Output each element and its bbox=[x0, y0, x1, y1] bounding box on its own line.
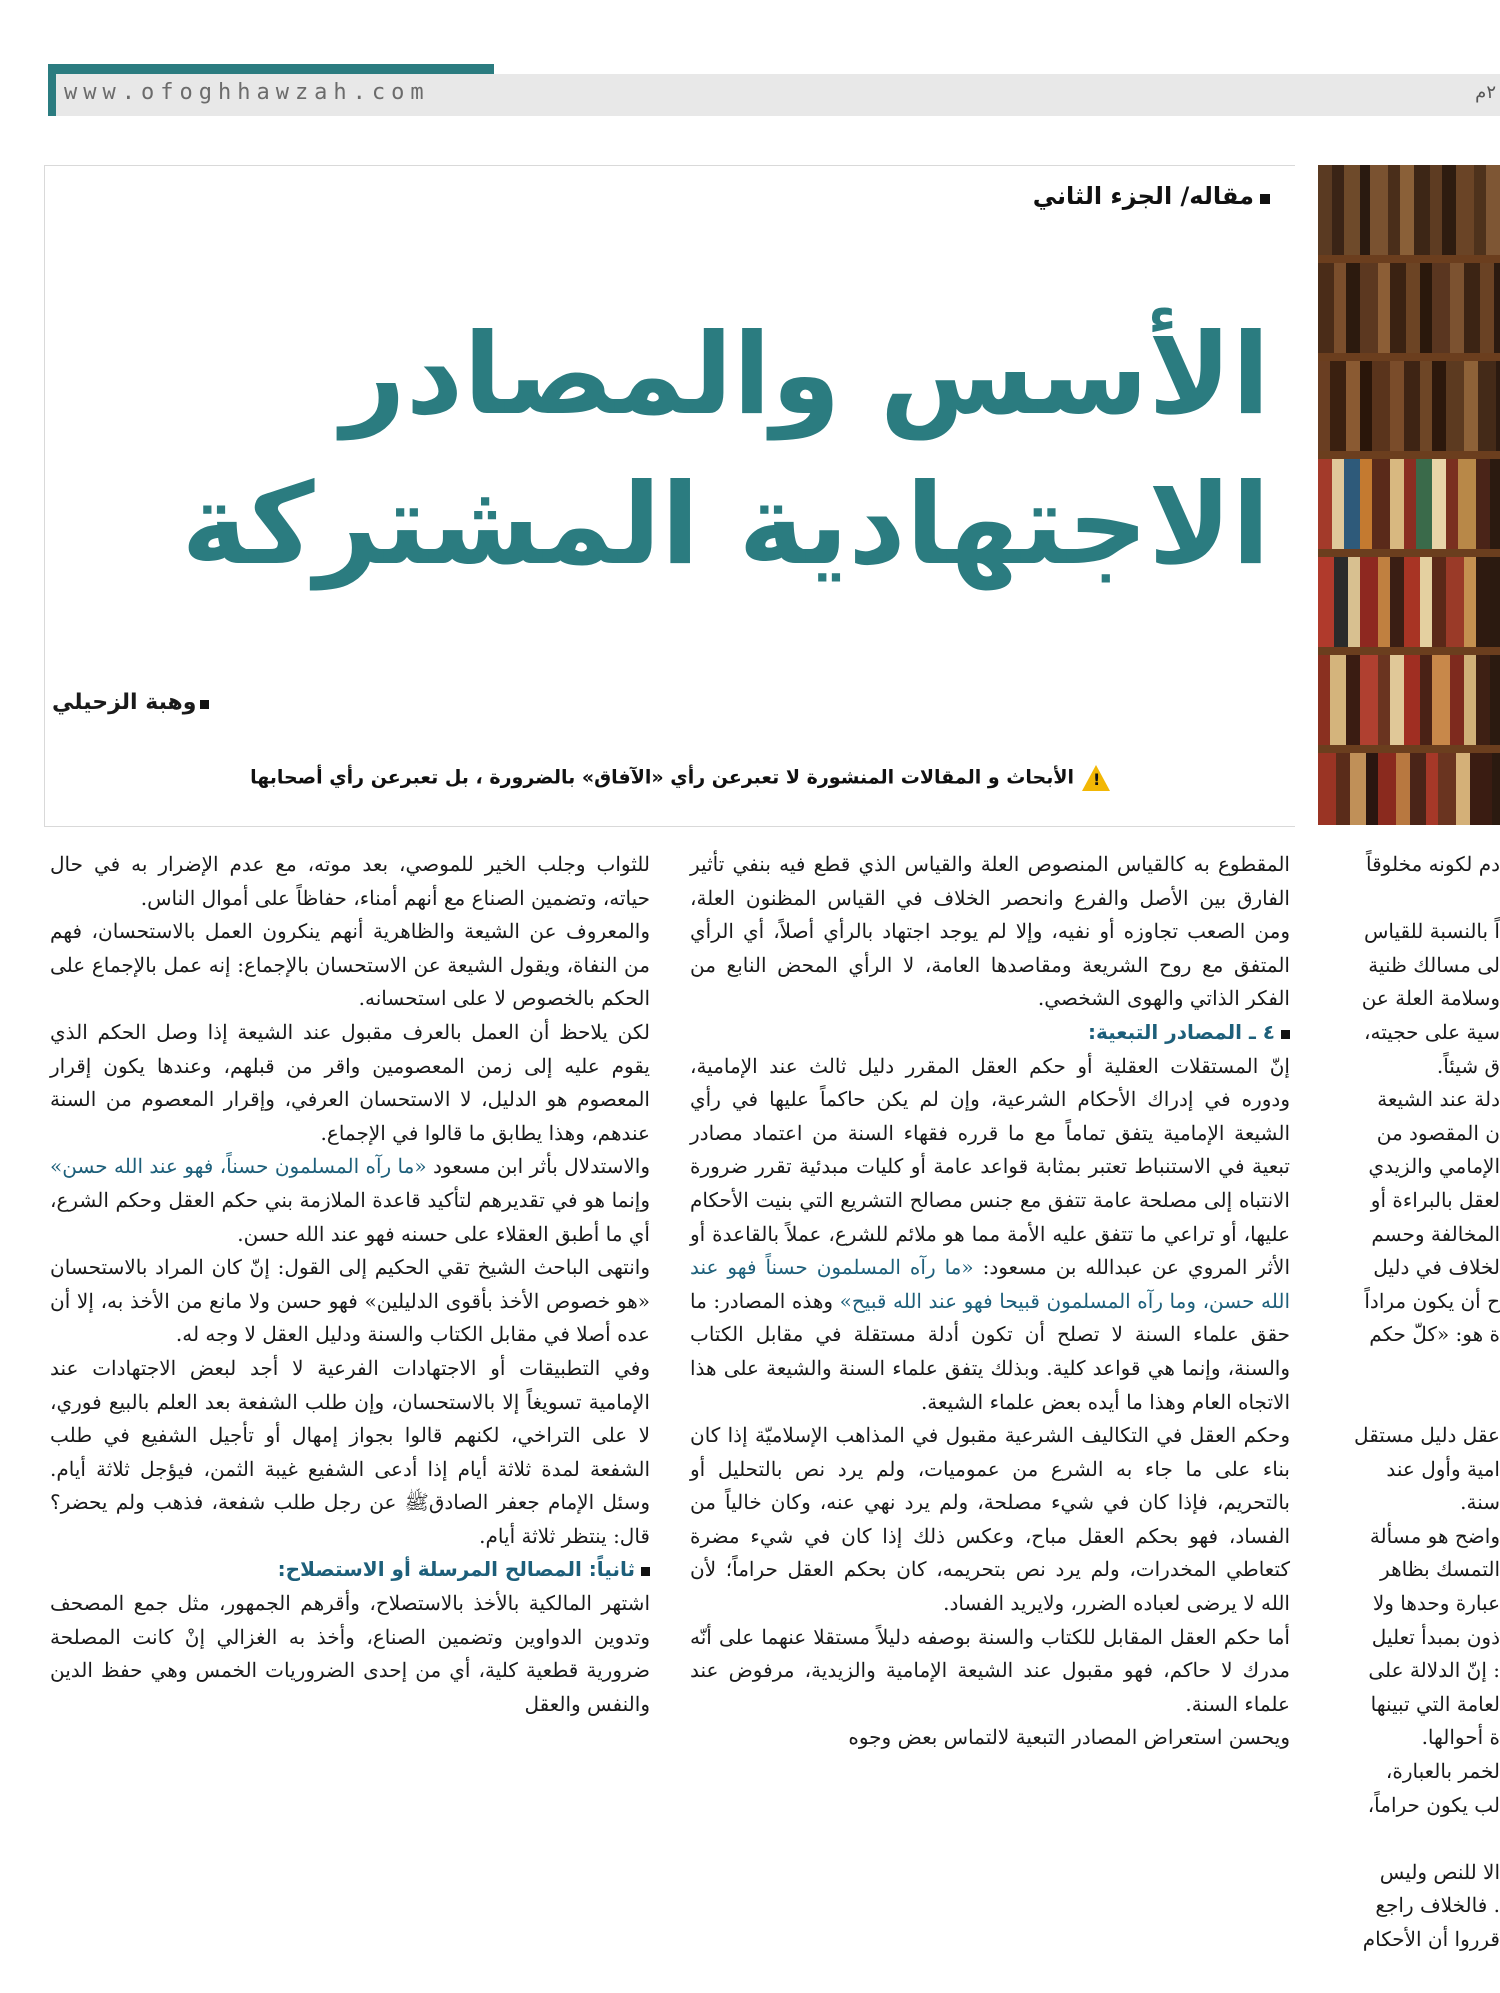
paragraph: وانتهى الباحث الشيخ تقي الحكيم إلى القول: إنّ كان المراد بالاستحسان «هو خصوص الأخذ بأقوى الدليلين» فهو حسن ولا مانع من الأخذ به، إلا أن عده أصلا في مقابل الكتاب والسنة ودليل العقل لا وجه له. bbox=[50, 1255, 650, 1347]
subheading bbox=[50, 1553, 650, 1587]
text-line: لعقل بالبراءة أو bbox=[1370, 1187, 1500, 1212]
paragraph: والمعروف عن الشيعة والظاهرية أنهم ينكرون العمل بالاستحسان، فهم من النفاة، ويقول الشيعة عن الاستحسان بالإجماع: إنه عمل بالإجماع على الحكم بالخصوص لا على استحسانه. bbox=[50, 919, 650, 1011]
bullet-square bbox=[1260, 194, 1270, 204]
headline-line-2: الاجتهادية المشتركة bbox=[181, 460, 1270, 590]
text-line bbox=[1318, 1386, 1500, 1420]
disclaimer-text: الأبحاث و المقالات المنشورة لا تعبرعن رأي «الآفاق» بالضرورة ، بل تعبرعن رأي أصحابها bbox=[250, 766, 1074, 789]
text-line: الا للنص وليس bbox=[1379, 1859, 1500, 1884]
text-line: الإمامي والزيدي bbox=[1368, 1154, 1500, 1179]
book-row bbox=[1318, 165, 1500, 255]
paragraph: وحكم العقل في التكاليف الشرعية مقبول في المذاهب الإسلاميّة إذا كان بناء على ما جاء به الشرع من عموميات، ولم يرد نص بالتحليل أو بالتحريم، فإذا كان في شيء مصلحة، ولم يرد نهي عنه، وكان خالياً من الفساد، فهو بحكم العقل مباح، وعكس ذلك إذا كان في شيء مضرة كتعاطي المخدرات، ولم يرد نص بتحريمه، كان بحكم العقل حراماً؛ لأن الله لا يرضى لعباده الضرر، ولايريد الفساد. bbox=[690, 1423, 1290, 1616]
text-line: لب يكون حراماً، bbox=[1367, 1792, 1500, 1817]
text-line: امية وأول عند bbox=[1386, 1456, 1500, 1481]
text-line: عقل دليل مستقل bbox=[1354, 1423, 1500, 1448]
text-line: اً بالنسبة للقياس bbox=[1363, 919, 1500, 944]
bullet-square bbox=[1281, 1030, 1290, 1039]
text-line: لخمر بالعبارة، bbox=[1385, 1759, 1500, 1784]
text-line: ة أحوالها. bbox=[1421, 1725, 1500, 1750]
section-label-text: مقاله/ الجزء الثاني bbox=[1032, 182, 1254, 210]
page-number: ٢م bbox=[1475, 82, 1496, 103]
shelf bbox=[1318, 255, 1500, 263]
author-name: وهبة الزحيلي bbox=[52, 690, 197, 715]
paragraph: وفي التطبيقات أو الاجتهادات الفرعية لا أجد لبعض الاجتهادات عند الإمامية تسويغاً إلا بالاستحسان، وإن طلب الشفعة بعد العلم بالبيع فوري، لا على التراخي، لكنهم قالوا بجواز إمهال أو تأجيل الشفيع في طلب الشفعة لمدة ثلاثة أيام إذا أدعى الشفيع غيبة الثمن، فيؤجل ثلاثة أيام. وسئل الإمام جعفر الصادقﷺ عن رجل طلب شفعة، فذهب ولم يحضر؟ قال: ينتظر ثلاثة أيام. bbox=[50, 1355, 650, 1548]
headline bbox=[181, 300, 1270, 600]
shelf bbox=[1318, 745, 1500, 753]
paragraph-text: وهذه المصادر: ما حقق علماء السنة لا تصلح أن تكون أدلة مستقلة في مقابل الكتاب والسنة، وإنما هي قواعد كلية. وبذلك يتفق علماء السنة والشيعة على هذا الاتجاه العام وهذا ما أيده بعض علماء الشيعة. bbox=[690, 1288, 1290, 1414]
paragraph: لكن يلاحظ أن العمل بالعرف مقبول عند الشيعة إذا وصل الحكم الذي يقوم عليه إلى زمن المعصومين واقر من قبلهم، وعندها يكون إقرار المعصوم هو الدليل، لا الاستحسان العرفي، وإقرار المعصوم من السنة عندهم، وهذا يطابق ما قالوا في الإجماع. bbox=[50, 1019, 650, 1145]
text-line: ن المقصود من bbox=[1376, 1120, 1500, 1145]
paragraph-text: وإنما هو في تقديرهم لتأكيد قاعدة الملازمة بني حكم العقل وحكم الشرع، أي ما أطبق العقلاء على حسنه فهو عند الله حسن. bbox=[50, 1187, 650, 1246]
column-3 bbox=[50, 848, 650, 1721]
text-line: واضح هو مسألة bbox=[1369, 1523, 1500, 1548]
bullet-square bbox=[200, 700, 209, 709]
subheading-text: ثانياً: المصالح المرسلة أو الاستصلاح: bbox=[277, 1557, 635, 1582]
text-line: دلة عند الشيعة bbox=[1377, 1087, 1500, 1112]
text-line: ذون بمبدأ تعليل bbox=[1371, 1624, 1500, 1649]
text-line: وسلامة العلة عن bbox=[1361, 986, 1500, 1011]
paragraph: ويحسن استعراض المصادر التبعية لالتماس بعض وجوه bbox=[848, 1725, 1290, 1750]
author bbox=[52, 690, 209, 715]
paragraph-text: والاستدلال بأثر ابن مسعود bbox=[432, 1154, 650, 1179]
text-line: . فالخلاف راجع bbox=[1375, 1893, 1500, 1918]
text-line: التمسك بظاهر bbox=[1380, 1557, 1500, 1582]
text-line: المخالفة وحسم bbox=[1371, 1221, 1500, 1246]
paragraph bbox=[690, 1050, 1290, 1420]
text-line: ة هو: «كلّ حكم bbox=[1369, 1322, 1500, 1347]
shelf bbox=[1318, 549, 1500, 557]
text-line: دم لكونه مخلوقاً bbox=[1366, 852, 1500, 876]
text-line bbox=[1318, 882, 1500, 916]
book-row bbox=[1318, 753, 1500, 825]
text-line bbox=[1318, 1822, 1500, 1856]
text-line: لى مسالك ظنية bbox=[1368, 952, 1500, 977]
column-1-cropped bbox=[1318, 848, 1500, 1957]
column-2 bbox=[690, 848, 1290, 1755]
book-row bbox=[1318, 459, 1500, 549]
text-line: لعامة التي تبينها bbox=[1370, 1691, 1500, 1716]
book-row bbox=[1318, 263, 1500, 353]
book-row bbox=[1318, 655, 1500, 745]
paragraph: أما حكم العقل المقابل للكتاب والسنة بوصفه دليلاً مستقلا عنهما على أنّه مدرك لا حاكم، فهو مقبول عند الشيعة الإمامية والزيدية، مرفوض عند علماء السنة. bbox=[690, 1624, 1290, 1716]
warning-icon bbox=[1082, 765, 1110, 791]
paragraph bbox=[50, 1150, 650, 1251]
book-row bbox=[1318, 557, 1500, 647]
text-line: ق شيئاً. bbox=[1436, 1053, 1500, 1078]
bookshelf-photo bbox=[1318, 165, 1500, 825]
text-line: لخلاف في دليل bbox=[1373, 1255, 1500, 1280]
text-line: قرروا أن الأحكام bbox=[1362, 1927, 1500, 1951]
text-line: : إنّ الدلالة على bbox=[1368, 1658, 1500, 1683]
quote: «ما رآه المسلمون حسناً فهو عند الله حسن، وما رآه المسلمون قبيحا فهو عند الله قبيح» bbox=[690, 1255, 1291, 1313]
paragraph: المقطوع به كالقياس المنصوص العلة والقياس الذي قطع فيه بنفي تأثير الفارق بين الأصل والفرع وانحصر الخلاف في القياس المظنون العلة، ومن الصعب تجاوزه أو نفيه، وإلا لم يوجد اجتهاد بالرأي أصلاً، أي الرأي المتفق مع روح الشريعة ومقاصدها العامة، لا الرأي المحض النابع من الفكر الذاتي والهوى الشخصي. bbox=[690, 852, 1290, 1011]
quote: «ما رآه المسلمون حسناً، فهو عند الله حسن» bbox=[50, 1154, 427, 1179]
text-line: ح أن يكون مراداً bbox=[1364, 1288, 1500, 1313]
disclaimer bbox=[250, 765, 1110, 791]
paragraph-text: إنّ المستقلات العقلية أو حكم العقل المقرر دليل ثالث عند الإمامية، ودوره في إدراك الأحكام الشرعية، وإن لم يكن حاكماً عليها في رأي الشيعة الإمامية يتفق تماماً مع ما قرره فقهاء السنة من اعتماد مصادر تبعية في الاستنباط تعتبر بمثابة قواعد عامة أو كليات مبدئية تقرر ضرورة الانتباه إلى مصلحة عامة تتفق مع جنس مصالح التشريع التي بنيت الأحكام عليها، أو تراعي ما تتفق عليه الأمة مما هو ملائم للشرع، عملاً بالقاعدة أو الأثر المروي عن عبدالله بن مسعود: bbox=[690, 1053, 1290, 1280]
paragraph: للثواب وجلب الخير للموصي، بعد موته، مع عدم الإضرار به في حال حياته، وتضمين الصناع مع أنهم أمناء، حفاظاً على أموال الناس. bbox=[50, 852, 650, 910]
headline-line-1: الأسس والمصادر bbox=[341, 310, 1270, 440]
text-line bbox=[1318, 1352, 1500, 1386]
bullet-square bbox=[641, 1567, 650, 1576]
text-line: سنة. bbox=[1460, 1490, 1500, 1515]
header-accent-bar bbox=[48, 64, 494, 74]
shelf bbox=[1318, 647, 1500, 655]
shelf bbox=[1318, 353, 1500, 361]
text-line: عبارة وحدها ولا bbox=[1372, 1591, 1500, 1616]
text-line: سية على حجيته، bbox=[1364, 1019, 1500, 1044]
subheading bbox=[690, 1016, 1290, 1050]
site-url: www.ofoghhawzah.com bbox=[64, 80, 430, 105]
subheading-text: ٤ ـ المصادر التبعية: bbox=[1088, 1019, 1275, 1044]
book-row bbox=[1318, 361, 1500, 451]
section-label bbox=[1033, 182, 1270, 210]
paragraph: اشتهر المالكية بالأخذ بالاستصلاح، وأقرهم الجمهور، مثل جمع المصحف وتدوين الدواوين وتضمين الصناع، وأخذ به الغزالي إنْ كانت المصلحة ضرورية قطعية كلية، أي من إحدى الضروريات الخمس وهي حفظ الدين والنفس والعقل bbox=[50, 1591, 650, 1716]
shelf bbox=[1318, 451, 1500, 459]
